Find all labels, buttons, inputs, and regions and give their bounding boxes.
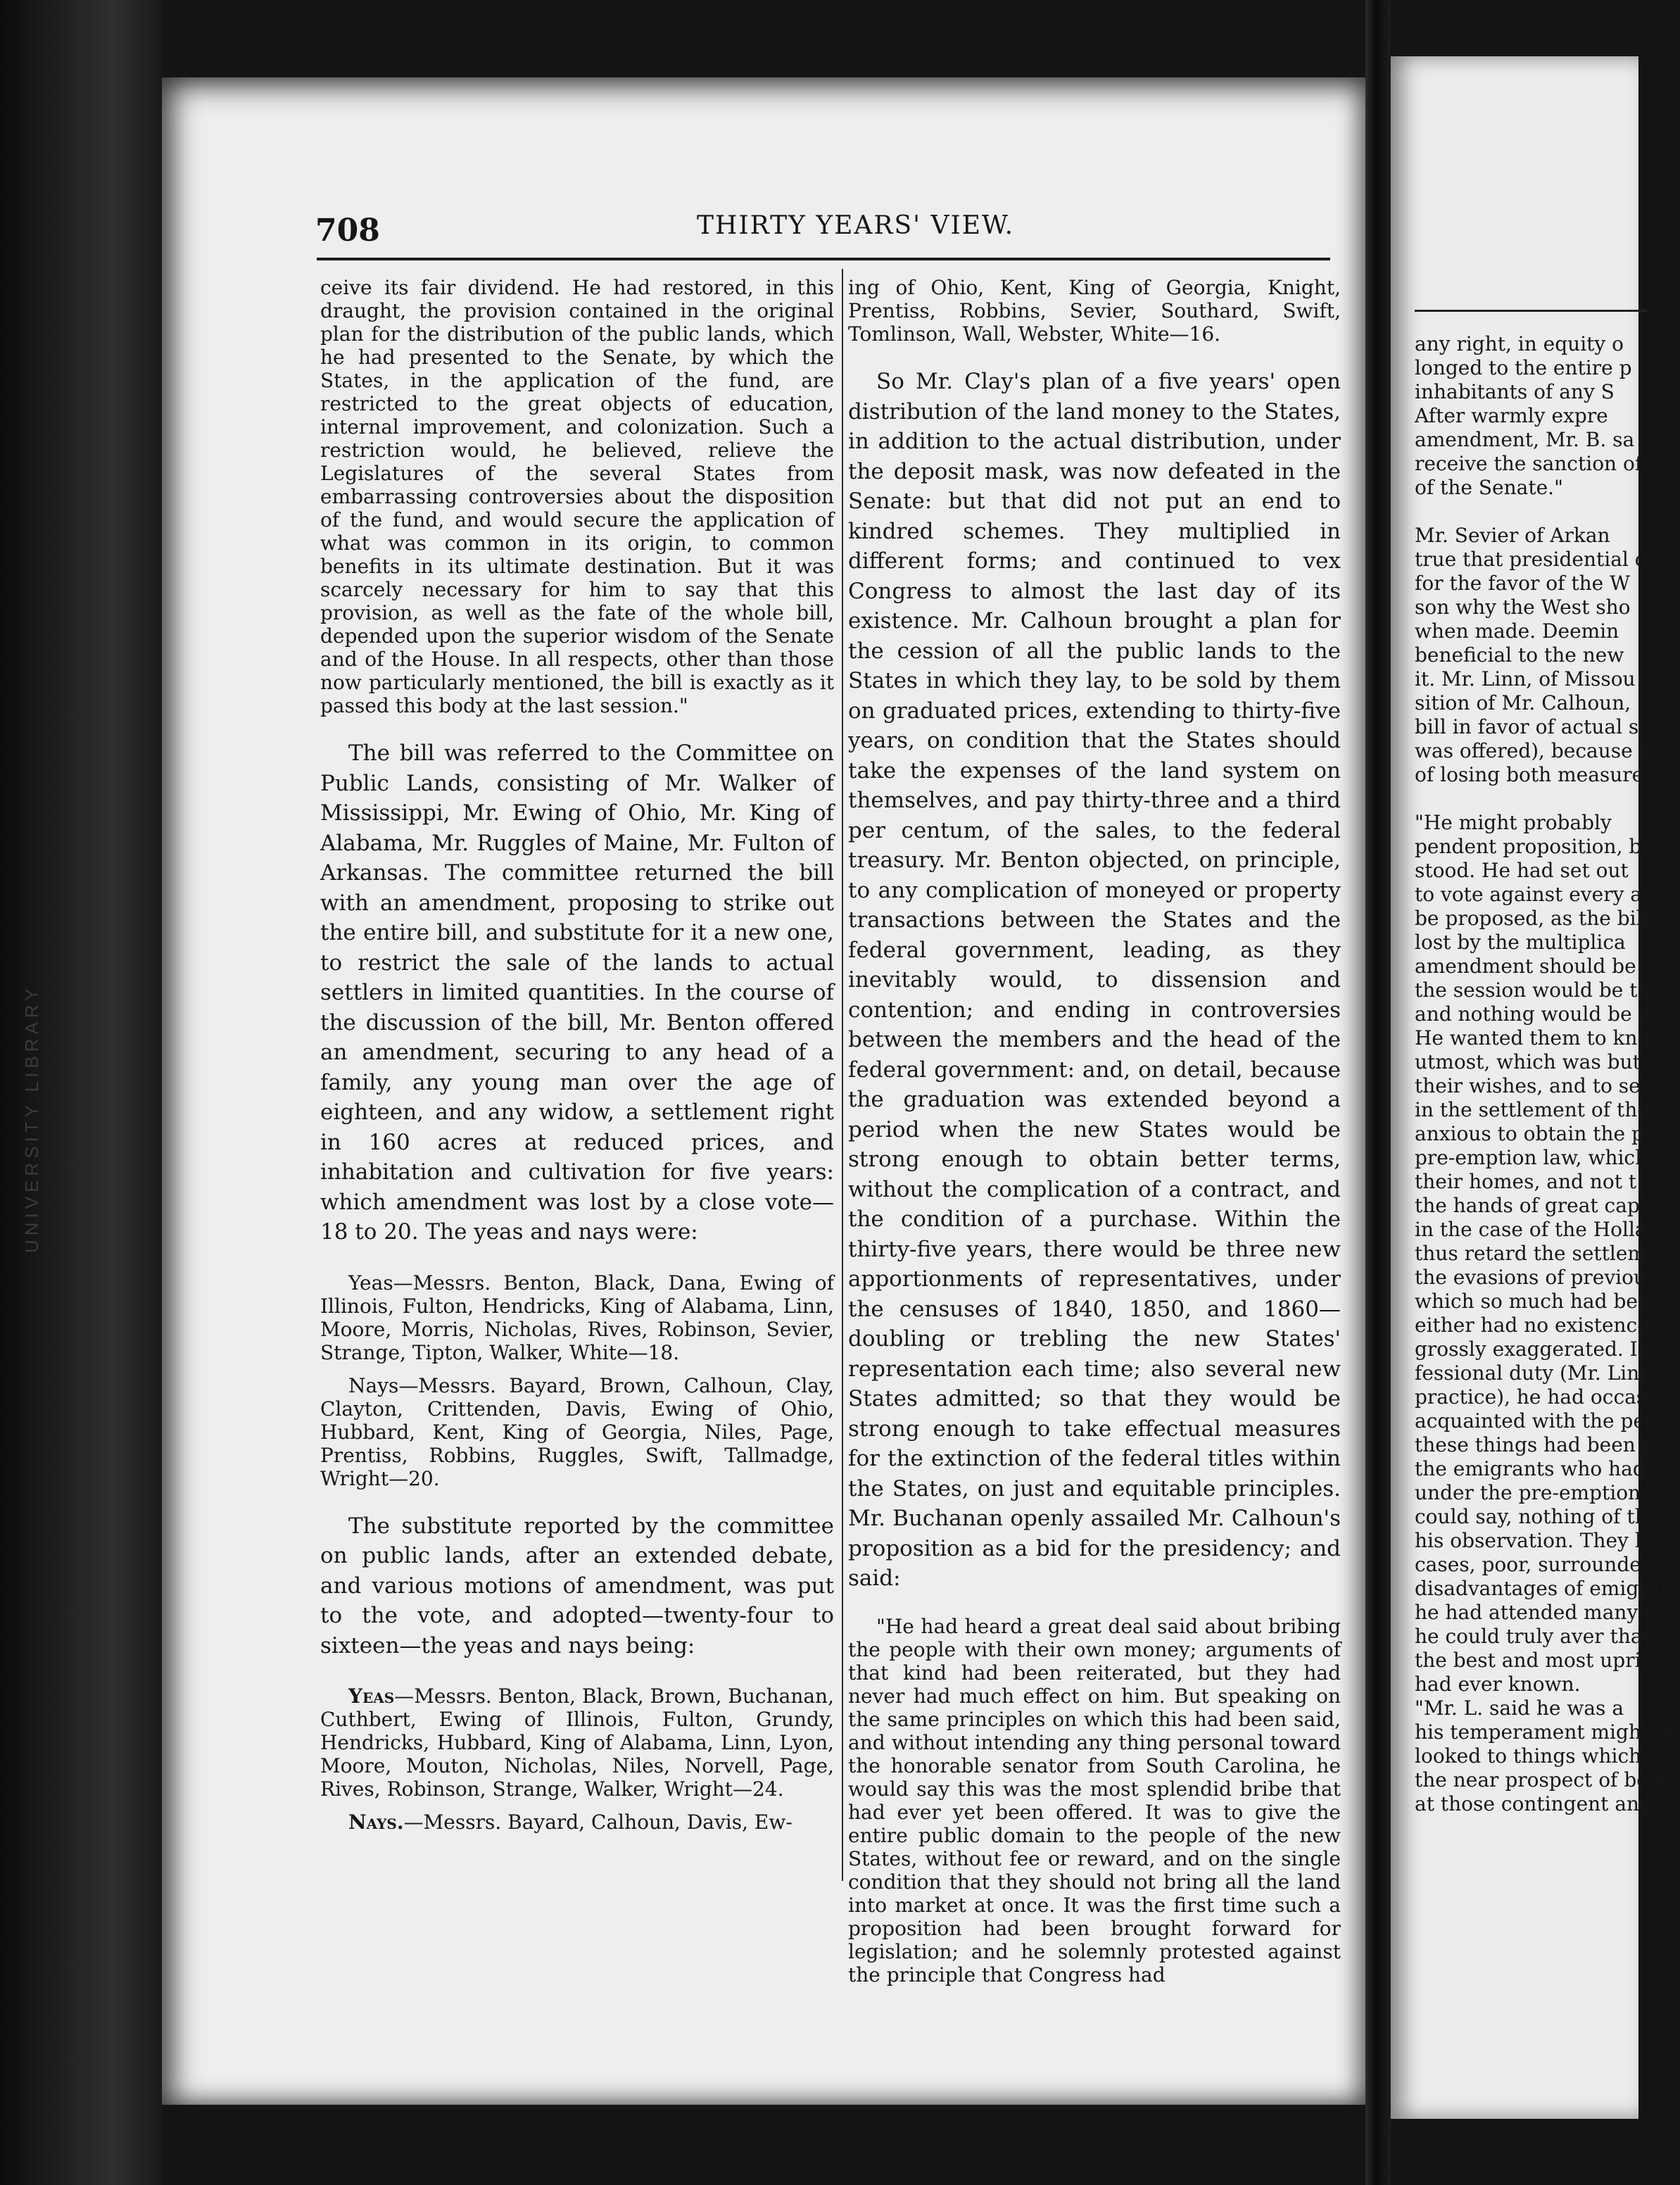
- paragraph: The substitute reported by the committee on public lands, after an extended debate, and various motions of amendment, was put to the vote, and adopted—twenty-four to sixteen—the yeas and nays being:: [320, 1513, 834, 1658]
- facing-page-line: and nothing would be d: [1415, 1002, 1651, 1026]
- facing-page-line: any right, in equity o: [1415, 332, 1624, 355]
- facing-page-line: thus retard the settlemen: [1415, 1242, 1671, 1265]
- paragraph: [320, 1685, 834, 1801]
- facing-page-line: be proposed, as the bill: [1415, 907, 1649, 930]
- facing-page-line: his observation. They ha: [1415, 1529, 1660, 1552]
- facing-page-line: pre-emption law, which: [1415, 1146, 1648, 1169]
- facing-page-line: under the pre-emption l: [1415, 1481, 1653, 1504]
- facing-page-line: was offered), because i: [1415, 739, 1646, 762]
- facing-page-line: their wishes, and to sec: [1415, 1074, 1652, 1097]
- facing-page-line: sition of Mr. Calhoun,: [1415, 691, 1631, 714]
- facing-page-line: true that presidential c: [1415, 548, 1646, 571]
- facing-page-line: inhabitants of any S: [1415, 380, 1615, 403]
- facing-page-line: when made. Deemin: [1415, 619, 1619, 643]
- facing-page-line: the emigrants who had: [1415, 1457, 1646, 1480]
- vote-lead: Yeas: [348, 1685, 395, 1708]
- book-gutter: [1365, 0, 1391, 2185]
- facing-page-line: either had no existence i: [1415, 1314, 1662, 1337]
- facing-page-line: the evasions of previou: [1415, 1266, 1646, 1289]
- facing-page-rule: [1415, 310, 1647, 312]
- facing-page-line: longed to the entire p: [1415, 356, 1632, 379]
- facing-page-line: receive the sanction of: [1415, 452, 1643, 475]
- paragraph: So Mr. Clay's plan of a five years' open distribution of the land money to the States, in addition to the actual distribution, under the deposit mask, was now defeated in the Senate: but that did not put an end to kindred schemes. They multiplied in different forms; and continued to vex Congress to almost the last day of its existence. Mr. Calhoun brought a plan for the cession of all the public lands to the States in which they lay, to be sold by them on graduated prices, extending to thirty-five years, on condition that the States should take the expenses of the land system on themselves, and pay thirty-three and a third per centum, of the sales, to the federal treasury. Mr. Benton objected, on principle, to any complication of moneyed or property transactions between the States and the federal government, leading, as they inevitably would, to dissension and contention; and ending in controversies between the members and the head of the federal government: and, on detail, because the graduation was extended beyond a period when the new States would be strong enough to obtain better terms, without the complication of a contract, and the condition of a purchase. Within the thirty-five years, there would be three new apportionments of representatives, under the censuses of 1840, 1850, and 1860—doubling or trebling the new States' representation each time; also several new States admitted; so that they would be strong enough to take effectual measures for the extinction of the federal titles within the States, on just and equitable principles. Mr. Buchanan openly assailed Mr. Calhoun's proposition as a bid for the presidency; and said:: [848, 369, 1341, 1591]
- column-divider: [842, 269, 843, 1881]
- facing-page-line: Mr. Sevier of Arkan: [1415, 524, 1610, 547]
- facing-page-line: [1415, 500, 1647, 524]
- facing-page-line: anxious to obtain the p: [1415, 1122, 1644, 1145]
- facing-page-line: at those contingent and: [1415, 1792, 1652, 1815]
- paragraph: ceive its fair dividend. He had restored, in this draught, the provision contained in the original plan for the distribution of the public lands, which he had presented to the Senate, by which the States, in the application of the fund, are restricted to the great objects of education, internal improvement, and colonization. Such a restriction would, he believed, relieve the Legislatures of the several States from embarrassing controversies about the disposition of the fund, and would secure the application of what was common in its origin, to common benefits in its ultimate destination. But it was scarcely necessary for him to say that this provision, as well as the fate of the whole bill, depended upon the superior wisdom of the Senate and of the House. In all respects, other than those now particularly mentioned, the bill is exactly as it passed this body at the last session.": [320, 276, 834, 717]
- facing-page-line: in the case of the Holla: [1415, 1218, 1647, 1241]
- header-rule: [317, 258, 1330, 260]
- facing-page-line: stood. He had set out: [1415, 859, 1629, 882]
- facing-page-line: amendment, Mr. B. sa: [1415, 428, 1635, 451]
- facing-page-line: the hands of great capita: [1415, 1194, 1666, 1217]
- facing-page-line: the best and most uprig: [1415, 1649, 1654, 1672]
- facing-page-line: amendment should be: [1415, 955, 1636, 978]
- running-head: THIRTY YEARS' VIEW.: [697, 211, 1015, 240]
- facing-page-line: lost by the multiplica: [1415, 931, 1626, 954]
- paragraph-text: —Messrs. Benton, Black, Brown, Buchanan, Cuthbert, Ewing of Illinois, Fulton, Grundy, Hendricks, Hubbard, King of Alabama, Linn, Lyon, Moore, Mouton, Nicholas, Niles, Norvell, Page, Rives, Robinson, Strange, Walker, Wright—24.: [320, 1685, 834, 1801]
- facing-page-line: practice), he had occasion: [1415, 1385, 1678, 1409]
- facing-page-line: utmost, which was but l: [1415, 1050, 1653, 1073]
- paragraph: The bill was referred to the Committee on Public Lands, consisting of Mr. Walker of Mississippi, Mr. Ewing of Ohio, Mr. King of Alabama, Mr. Ruggles of Maine, Mr. Fulton of Arkansas. The committee returned the bill with an amendment, proposing to strike out the entire bill, and substitute for it a new one, to restrict the sale of the lands to actual settlers in limited quantities. In the course of the discussion of the bill, Mr. Benton offered an amendment, securing to any head of a family, any young man over the age of eighteen, and any widow, a settlement right in 160 acres at reduced prices, and inhabitation and cultivation for five years: which amendment was lost by a close vote—18 to 20. The yeas and nays were:: [320, 741, 834, 1245]
- paragraph: [320, 1811, 834, 1834]
- facing-page-line: to vote against every a: [1415, 883, 1642, 906]
- paragraph: "He had heard a great deal said about bribing the people with their own money; arguments of that kind had been reiterated, but they had never had much effect on him. But speaking on the same principles on which this had been said, and without intending any thing personal toward the honorable senator from South Carolina, he would say this was the most splendid bribe that had ever yet been offered. It was to give the entire public domain to the people of the new States, without fee or reward, and on the single condition that they should not bring all the land into market at once. It was the first time such a proposition had been brought forward for legislation; and he solemnly protested against the principle that Congress had: [848, 1614, 1341, 1986]
- paragraph: Nays—Messrs. Bayard, Brown, Calhoun, Clay, Clayton, Crittenden, Davis, Ewing of Ohio, Hubbard, Kent, King of Georgia, Niles, Page, Prentiss, Robbins, Ruggles, Swift, Tallmadge, Wright—20.: [320, 1373, 834, 1490]
- facing-page-line: son why the West sho: [1415, 596, 1631, 619]
- facing-page-line: had ever known.: [1415, 1673, 1581, 1696]
- facing-page-line: their homes, and not t: [1415, 1170, 1637, 1193]
- facing-page-line: in the settlement of the: [1415, 1098, 1649, 1121]
- facing-page-line: looked to things which w: [1415, 1744, 1665, 1768]
- facing-page-line: "Mr. L. said he was a: [1415, 1696, 1624, 1720]
- facing-page-line: it. Mr. Linn, of Missou: [1415, 667, 1636, 691]
- facing-page: [1391, 56, 1680, 2119]
- facing-page-line: the session would be tak: [1415, 978, 1662, 1002]
- facing-page-line: his temperament might be: [1415, 1720, 1680, 1744]
- facing-page-line: of the Senate.": [1415, 476, 1563, 499]
- facing-page-line: which so much had been: [1415, 1290, 1662, 1313]
- facing-page-line: grossly exaggerated. In: [1415, 1337, 1650, 1361]
- paragraph: Yeas—Messrs. Benton, Black, Dana, Ewing of Illinois, Fulton, Hendricks, King of Alabama, Linn, Moore, Morris, Nicholas, Rives, Robinson, Sevier, Strange, Tipton, Walker, White—18.: [320, 1271, 834, 1364]
- facing-page-line: "He might probably: [1415, 811, 1612, 834]
- facing-page-line: pendent proposition, b: [1415, 835, 1642, 858]
- paragraph: ing of Ohio, Kent, King of Georgia, Knight, Prentiss, Robbins, Sevier, Southard, Swift, Tomlinson, Wall, Webster, White—16.: [848, 276, 1341, 346]
- facing-page-line: fessional duty (Mr. Linn: [1415, 1361, 1653, 1385]
- left-text-column: [320, 276, 834, 1834]
- facing-page-line: of losing both measure: [1415, 763, 1644, 786]
- facing-page-line: bill in favor of actual s: [1415, 715, 1639, 738]
- facing-page-line: for the favor of the W: [1415, 572, 1630, 595]
- facing-page-line: he had attended many of: [1415, 1601, 1664, 1624]
- facing-page-line: [1415, 787, 1647, 811]
- facing-page-line: the near prospect of being: [1415, 1768, 1680, 1792]
- facing-page-column: [1415, 332, 1680, 1816]
- facing-page-line: beneficial to the new: [1415, 643, 1624, 667]
- facing-page-line: He wanted them to kno: [1415, 1026, 1650, 1050]
- paragraph-text: —Messrs. Bayard, Calhoun, Davis, Ew-: [403, 1811, 792, 1834]
- vote-lead: Nays.: [348, 1811, 404, 1834]
- spine-stamp: UNIVERSITY LIBRARY: [21, 984, 42, 1253]
- page-number: 708: [315, 213, 380, 248]
- facing-page-line: disadvantages of emigrati: [1415, 1577, 1674, 1600]
- facing-page-line: After warmly expre: [1415, 404, 1608, 427]
- facing-page-line: acquainted with the peo: [1415, 1409, 1657, 1432]
- facing-page-line: cases, poor, surrounded: [1415, 1553, 1654, 1576]
- facing-page-line: he could truly aver that: [1415, 1625, 1650, 1648]
- facing-page-line: could say, nothing of the: [1415, 1505, 1660, 1528]
- right-text-column: [848, 276, 1341, 1986]
- book-spine: [0, 0, 162, 2185]
- facing-page-line: these things had been a: [1415, 1433, 1654, 1456]
